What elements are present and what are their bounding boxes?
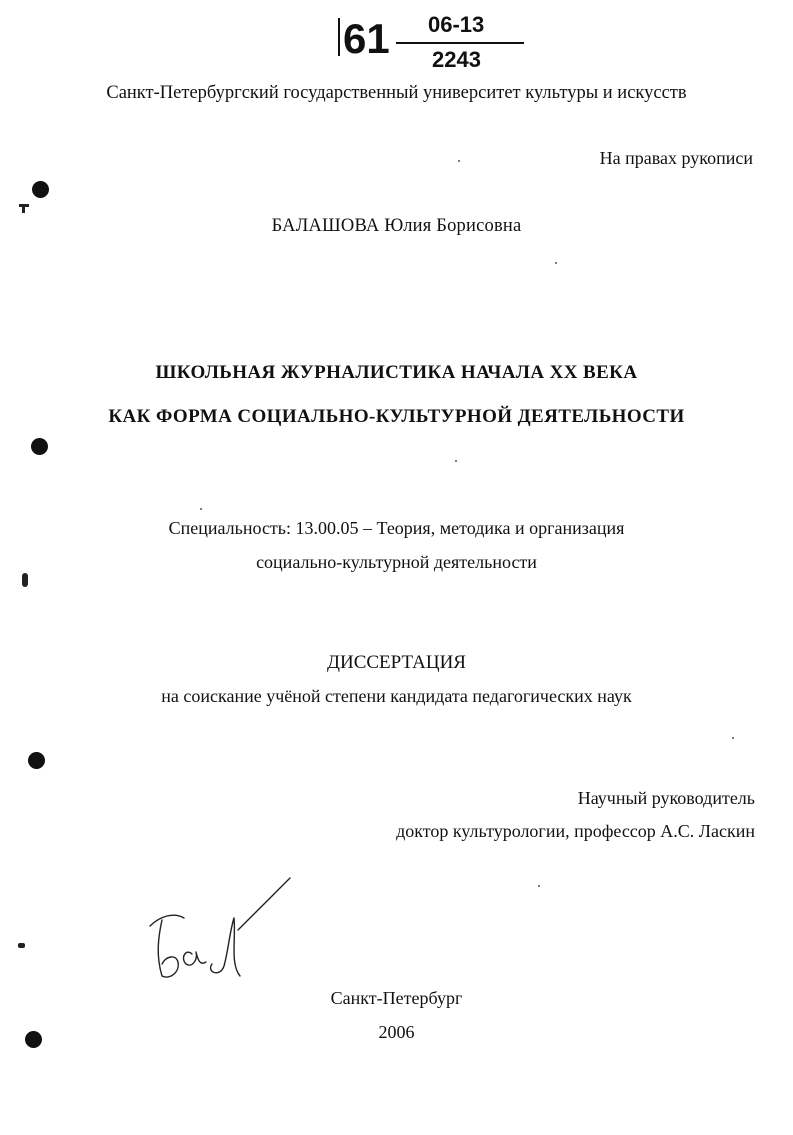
dissertation-label: ДИССЕРТАЦИЯ xyxy=(327,652,466,673)
scan-speck xyxy=(732,737,734,739)
scan-mark-2 xyxy=(22,204,25,213)
stamp-divider xyxy=(396,42,524,44)
title-line-1: ШКОЛЬНАЯ ЖУРНАЛИСТИКА НАЧАЛА XX ВЕКА xyxy=(155,362,638,383)
specialty-line-1: Специальность: 13.00.05 – Теория, методика и организация xyxy=(168,518,625,538)
manuscript-rights: На правах рукописи xyxy=(599,148,753,168)
binding-hole-2 xyxy=(31,438,48,455)
stamp-main-number: 61 xyxy=(343,15,390,62)
binding-hole-3 xyxy=(28,752,45,769)
binding-hole-4 xyxy=(25,1031,42,1048)
supervisor-label: Научный руководитель xyxy=(577,788,755,808)
university-name: Санкт-Петербургский государственный университет культуры и искусств xyxy=(106,83,687,103)
city: Санкт-Петербург xyxy=(330,988,463,1008)
binding-hole-1 xyxy=(32,181,49,198)
degree-line: на соискание учёной степени кандидата педагогических наук xyxy=(161,686,632,706)
scan-mark-4 xyxy=(18,943,25,948)
stamp-bottom-number: 2243 xyxy=(432,47,481,72)
handwritten-signature xyxy=(140,868,300,993)
year: 2006 xyxy=(378,1022,415,1042)
scan-speck xyxy=(200,508,202,510)
scan-speck xyxy=(555,262,557,264)
author-name: БАЛАШОВА Юлия Борисовна xyxy=(271,216,522,236)
scan-speck xyxy=(455,460,457,462)
scan-mark-3 xyxy=(22,573,28,587)
title-line-2: КАК ФОРМА СОЦИАЛЬНО-КУЛЬТУРНОЙ ДЕЯТЕЛЬНОСТИ xyxy=(108,406,685,427)
stamp-top-number: 06-13 xyxy=(428,12,485,37)
scan-speck xyxy=(538,885,540,887)
scan-speck xyxy=(458,160,460,162)
specialty-line-2: социально-культурной деятельности xyxy=(256,552,537,572)
stamp-tick-mark xyxy=(338,18,340,56)
supervisor-name: доктор культурологии, профессор А.С. Ласкин xyxy=(396,821,755,841)
